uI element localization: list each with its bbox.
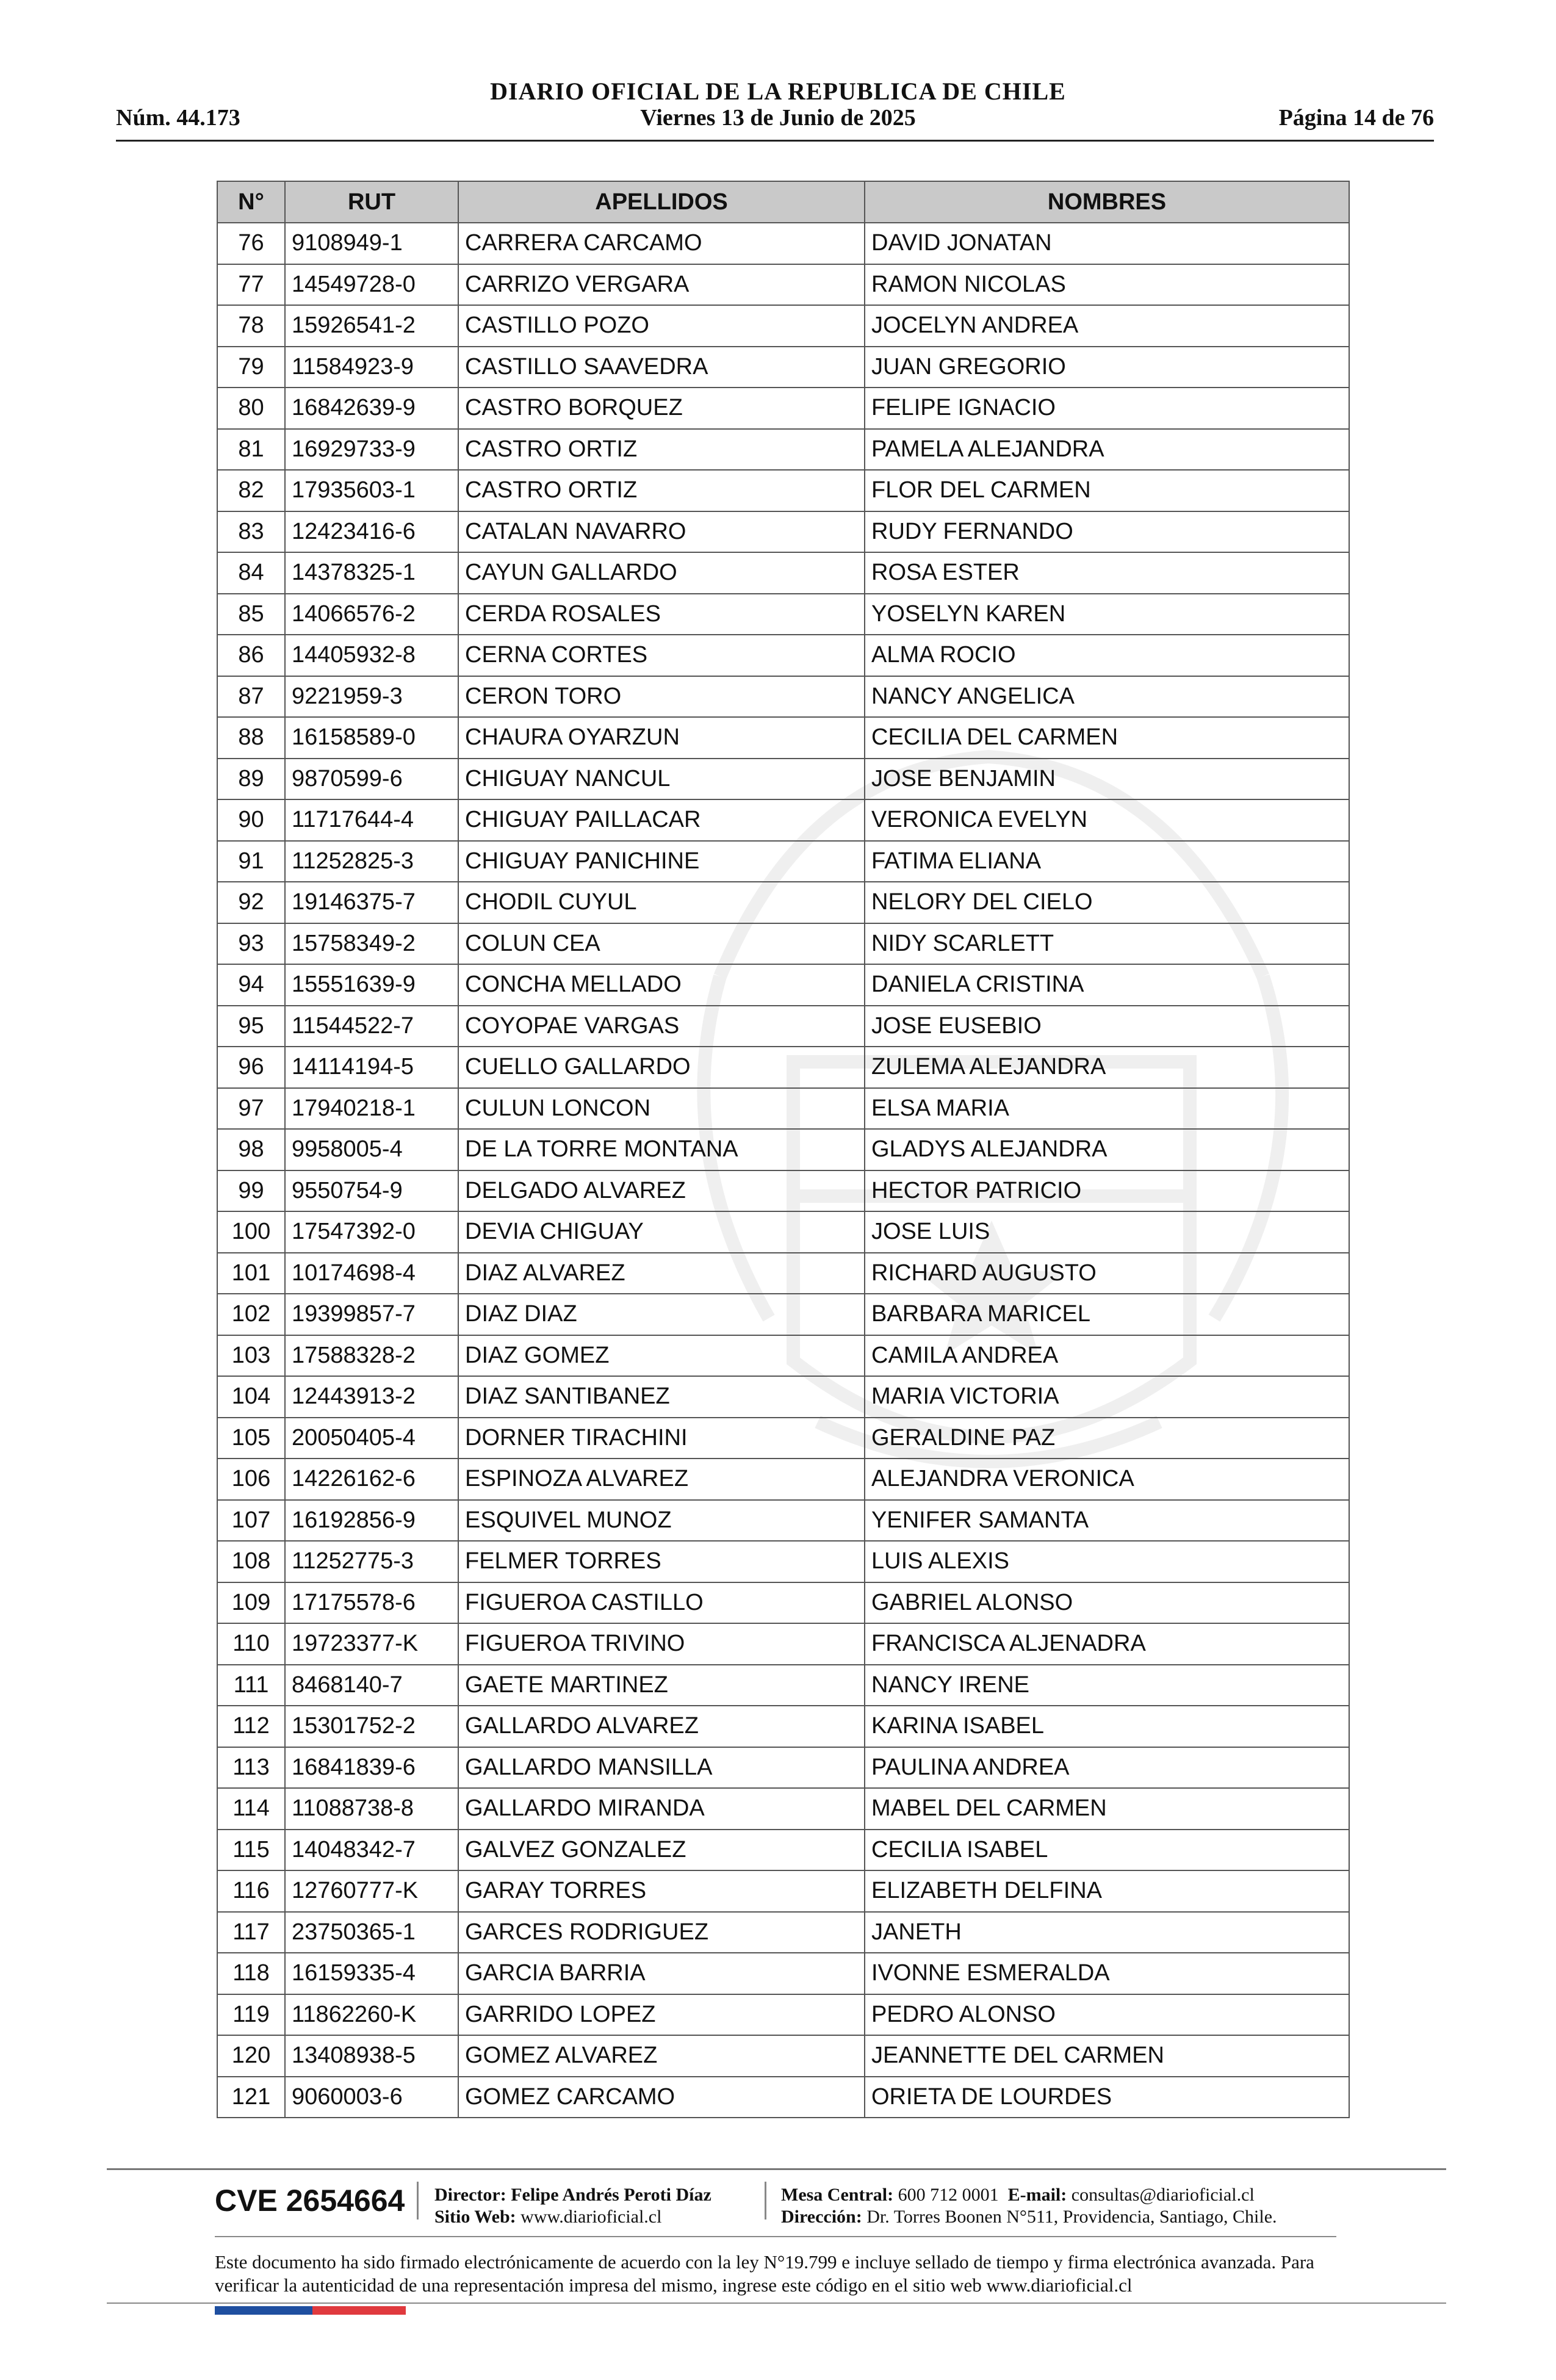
footer-divider-middle (215, 2236, 1336, 2237)
surnames-cell: CAYUN GALLARDO (458, 552, 865, 594)
rut-cell: 11584923-9 (285, 347, 458, 388)
rut-cell: 14378325-1 (285, 552, 458, 594)
row-number: 105 (217, 1418, 285, 1459)
table-row (217, 1500, 1349, 1542)
names-cell: FELIPE IGNACIO (865, 388, 1349, 429)
surnames-cell: ESQUIVEL MUNOZ (458, 1500, 865, 1542)
surnames-cell: FIGUEROA CASTILLO (458, 1582, 865, 1624)
table-row (217, 635, 1349, 676)
names-cell: YOSELYN KAREN (865, 594, 1349, 635)
table-row (217, 1830, 1349, 1871)
table-row (217, 1706, 1349, 1747)
names-cell: FATIMA ELIANA (865, 841, 1349, 882)
names-cell: FRANCISCA ALJENADRA (865, 1623, 1349, 1665)
row-number: 100 (217, 1211, 285, 1253)
row-number: 119 (217, 1994, 285, 2036)
row-number: 115 (217, 1830, 285, 1871)
names-cell: JOCELYN ANDREA (865, 305, 1349, 347)
table-row (217, 759, 1349, 800)
surnames-cell: CHODIL CUYUL (458, 882, 865, 923)
row-number: 95 (217, 1006, 285, 1047)
rut-cell: 14549728-0 (285, 264, 458, 306)
names-cell: JOSE EUSEBIO (865, 1006, 1349, 1047)
director-value: Felipe Andrés Peroti Díaz (511, 2185, 711, 2205)
table-row (217, 1665, 1349, 1706)
row-number: 112 (217, 1706, 285, 1747)
rut-cell: 13408938-5 (285, 2035, 458, 2077)
rut-cell: 14048342-7 (285, 1830, 458, 1871)
names-cell: DAVID JONATAN (865, 223, 1349, 264)
row-number: 85 (217, 594, 285, 635)
table-row (217, 799, 1349, 841)
names-cell: GABRIEL ALONSO (865, 1582, 1349, 1624)
names-cell: FLOR DEL CARMEN (865, 470, 1349, 511)
rut-cell: 17547392-0 (285, 1211, 458, 1253)
rut-cell: 15551639-9 (285, 964, 458, 1006)
phone-value: 600 712 0001 (898, 2185, 999, 2205)
table-row (217, 1582, 1349, 1624)
cve-code: CVE 2654664 (215, 2183, 405, 2218)
rut-cell: 16842639-9 (285, 388, 458, 429)
names-cell: ALEJANDRA VERONICA (865, 1459, 1349, 1500)
rut-cell: 14226162-6 (285, 1459, 458, 1500)
names-cell: CECILIA ISABEL (865, 1830, 1349, 1871)
row-number: 90 (217, 799, 285, 841)
rut-cell: 16192856-9 (285, 1500, 458, 1542)
row-number: 104 (217, 1376, 285, 1418)
rut-cell: 9060003-6 (285, 2077, 458, 2118)
table-row (217, 264, 1349, 306)
personnel-table (217, 181, 1350, 2118)
surnames-cell: CATALAN NAVARRO (458, 511, 865, 553)
director-line (434, 2185, 711, 2205)
director-label: Director: (434, 2185, 506, 2205)
row-number: 120 (217, 2035, 285, 2077)
names-cell: RICHARD AUGUSTO (865, 1253, 1349, 1294)
surnames-cell: CUELLO GALLARDO (458, 1047, 865, 1088)
row-number: 88 (217, 717, 285, 759)
table-row (217, 882, 1349, 923)
table-row (217, 964, 1349, 1006)
website-line (434, 2207, 661, 2227)
names-cell: JANETH (865, 1912, 1349, 1953)
names-cell: JUAN GREGORIO (865, 347, 1349, 388)
rut-cell: 11717644-4 (285, 799, 458, 841)
rut-cell: 15758349-2 (285, 923, 458, 965)
column-header-number: N° (217, 181, 285, 223)
email-label: E-mail: (1007, 2185, 1067, 2205)
table-row (217, 841, 1349, 882)
rut-cell: 19723377-K (285, 1623, 458, 1665)
row-number: 82 (217, 470, 285, 511)
surnames-cell: COLUN CEA (458, 923, 865, 965)
header-divider (116, 140, 1434, 142)
names-cell: PAULINA ANDREA (865, 1747, 1349, 1789)
surnames-cell: CASTRO ORTIZ (458, 470, 865, 511)
footer-divider-bottom (107, 2302, 1446, 2304)
table-row (217, 923, 1349, 965)
row-number: 118 (217, 1953, 285, 1994)
table-row (217, 676, 1349, 718)
table-row (217, 305, 1349, 347)
surnames-cell: FELMER TORRES (458, 1541, 865, 1582)
names-cell: RUDY FERNANDO (865, 511, 1349, 553)
rut-cell: 8468140-7 (285, 1665, 458, 1706)
rut-cell: 17175578-6 (285, 1582, 458, 1624)
row-number: 114 (217, 1788, 285, 1830)
names-cell: ALMA ROCIO (865, 635, 1349, 676)
rut-cell: 15301752-2 (285, 1706, 458, 1747)
surnames-cell: COYOPAE VARGAS (458, 1006, 865, 1047)
surnames-cell: CASTRO BORQUEZ (458, 388, 865, 429)
row-number: 87 (217, 676, 285, 718)
rut-cell: 19399857-7 (285, 1294, 458, 1335)
surnames-cell: CERNA CORTES (458, 635, 865, 676)
row-number: 97 (217, 1088, 285, 1130)
rut-cell: 11862260-K (285, 1994, 458, 2036)
rut-cell: 15926541-2 (285, 305, 458, 347)
row-number: 77 (217, 264, 285, 306)
surnames-cell: CASTRO ORTIZ (458, 429, 865, 471)
row-number: 83 (217, 511, 285, 553)
contact-line (781, 2185, 1255, 2205)
column-header-surnames: APELLIDOS (458, 181, 865, 223)
table-row (217, 1211, 1349, 1253)
table-body (217, 223, 1349, 2118)
row-number: 102 (217, 1294, 285, 1335)
gazette-title: DIARIO OFICIAL DE LA REPUBLICA DE CHILE (490, 78, 1066, 105)
table-row (217, 2035, 1349, 2077)
names-cell: PEDRO ALONSO (865, 1994, 1349, 2036)
surnames-cell: CULUN LONCON (458, 1088, 865, 1130)
surnames-cell: GALLARDO MANSILLA (458, 1747, 865, 1789)
surnames-cell: CERON TORO (458, 676, 865, 718)
names-cell: RAMON NICOLAS (865, 264, 1349, 306)
surnames-cell: DORNER TIRACHINI (458, 1418, 865, 1459)
names-cell: YENIFER SAMANTA (865, 1500, 1349, 1542)
table-row (217, 552, 1349, 594)
row-number: 107 (217, 1500, 285, 1542)
row-number: 94 (217, 964, 285, 1006)
surnames-cell: GOMEZ ALVAREZ (458, 2035, 865, 2077)
table-row (217, 1870, 1349, 1912)
rut-cell: 14114194-5 (285, 1047, 458, 1088)
rut-cell: 16159335-4 (285, 1953, 458, 1994)
surnames-cell: DIAZ GOMEZ (458, 1335, 865, 1377)
names-cell: NANCY IRENE (865, 1665, 1349, 1706)
surnames-cell: DE LA TORRE MONTANA (458, 1129, 865, 1170)
row-number: 92 (217, 882, 285, 923)
table-row (217, 1912, 1349, 1953)
column-header-names: NOMBRES (865, 181, 1349, 223)
surnames-cell: CARRIZO VERGARA (458, 264, 865, 306)
table-row (217, 1376, 1349, 1418)
rut-cell: 23750365-1 (285, 1912, 458, 1953)
surnames-cell: ESPINOZA ALVAREZ (458, 1459, 865, 1500)
row-number: 89 (217, 759, 285, 800)
surnames-cell: CERDA ROSALES (458, 594, 865, 635)
names-cell: MABEL DEL CARMEN (865, 1788, 1349, 1830)
names-cell: CECILIA DEL CARMEN (865, 717, 1349, 759)
names-cell: CAMILA ANDREA (865, 1335, 1349, 1377)
address-label: Dirección: (781, 2207, 862, 2227)
row-number: 110 (217, 1623, 285, 1665)
rut-cell: 9108949-1 (285, 223, 458, 264)
names-cell: HECTOR PATRICIO (865, 1170, 1349, 1212)
surnames-cell: CHAURA OYARZUN (458, 717, 865, 759)
rut-cell: 16841839-6 (285, 1747, 458, 1789)
names-cell: NIDY SCARLETT (865, 923, 1349, 965)
row-number: 101 (217, 1253, 285, 1294)
rut-cell: 17588328-2 (285, 1335, 458, 1377)
names-cell: JOSE LUIS (865, 1211, 1349, 1253)
names-cell: DANIELA CRISTINA (865, 964, 1349, 1006)
surnames-cell: DIAZ ALVAREZ (458, 1253, 865, 1294)
row-number: 113 (217, 1747, 285, 1789)
surnames-cell: GARRIDO LOPEZ (458, 1994, 865, 2036)
names-cell: ZULEMA ALEJANDRA (865, 1047, 1349, 1088)
names-cell: NANCY ANGELICA (865, 676, 1349, 718)
names-cell: KARINA ISABEL (865, 1706, 1349, 1747)
table-row (217, 1418, 1349, 1459)
table-row (217, 1459, 1349, 1500)
table-row (217, 1170, 1349, 1212)
surnames-cell: CARRERA CARCAMO (458, 223, 865, 264)
rut-cell: 11544522-7 (285, 1006, 458, 1047)
table-header-row (217, 181, 1349, 223)
table-row (217, 1335, 1349, 1377)
issue-number: Núm. 44.173 (116, 105, 240, 131)
table-row (217, 1623, 1349, 1665)
row-number: 108 (217, 1541, 285, 1582)
row-number: 109 (217, 1582, 285, 1624)
rut-cell: 9221959-3 (285, 676, 458, 718)
table-row (217, 1129, 1349, 1170)
rut-cell: 11252825-3 (285, 841, 458, 882)
row-number: 121 (217, 2077, 285, 2118)
footer-divider-top (107, 2168, 1446, 2170)
table-row (217, 347, 1349, 388)
surnames-cell: GARCES RODRIGUEZ (458, 1912, 865, 1953)
row-number: 76 (217, 223, 285, 264)
row-number: 91 (217, 841, 285, 882)
rut-cell: 9550754-9 (285, 1170, 458, 1212)
table-row (217, 1294, 1349, 1335)
surnames-cell: CASTILLO SAAVEDRA (458, 347, 865, 388)
table-row (217, 2077, 1349, 2118)
surnames-cell: FIGUEROA TRIVINO (458, 1623, 865, 1665)
rut-cell: 10174698-4 (285, 1253, 458, 1294)
names-cell: MARIA VICTORIA (865, 1376, 1349, 1418)
website-link[interactable]: www.diarioficial.cl (520, 2207, 662, 2227)
rut-cell: 20050405-4 (285, 1418, 458, 1459)
rut-cell: 9870599-6 (285, 759, 458, 800)
surnames-cell: GALLARDO MIRANDA (458, 1788, 865, 1830)
table-row (217, 429, 1349, 471)
table-row (217, 1994, 1349, 2036)
email-link[interactable]: consultas@diarioficial.cl (1071, 2185, 1255, 2205)
rut-cell: 12443913-2 (285, 1376, 458, 1418)
page-indicator: Página 14 de 76 (1278, 105, 1434, 131)
row-number: 79 (217, 347, 285, 388)
rut-cell: 17940218-1 (285, 1088, 458, 1130)
names-cell: LUIS ALEXIS (865, 1541, 1349, 1582)
row-number: 106 (217, 1459, 285, 1500)
row-number: 78 (217, 305, 285, 347)
surnames-cell: CHIGUAY PANICHINE (458, 841, 865, 882)
row-number: 84 (217, 552, 285, 594)
table-row (217, 1253, 1349, 1294)
names-cell: BARBARA MARICEL (865, 1294, 1349, 1335)
table-row (217, 1953, 1349, 1994)
table-row (217, 223, 1349, 264)
flag-stripe-red (312, 2306, 406, 2315)
surnames-cell: GARAY TORRES (458, 1870, 865, 1912)
surnames-cell: CHIGUAY NANCUL (458, 759, 865, 800)
surnames-cell: GOMEZ CARCAMO (458, 2077, 865, 2118)
names-cell: ORIETA DE LOURDES (865, 2077, 1349, 2118)
surnames-cell: DEVIA CHIGUAY (458, 1211, 865, 1253)
rut-cell: 14405932-8 (285, 635, 458, 676)
address-line (781, 2207, 1277, 2227)
names-cell: PAMELA ALEJANDRA (865, 429, 1349, 471)
column-header-rut: RUT (285, 181, 458, 223)
surnames-cell: CONCHA MELLADO (458, 964, 865, 1006)
row-number: 93 (217, 923, 285, 965)
surnames-cell: CASTILLO POZO (458, 305, 865, 347)
row-number: 103 (217, 1335, 285, 1377)
issue-date: Viernes 13 de Junio de 2025 (640, 105, 916, 131)
names-cell: GLADYS ALEJANDRA (865, 1129, 1349, 1170)
row-number: 99 (217, 1170, 285, 1212)
surnames-cell: DIAZ SANTIBANEZ (458, 1376, 865, 1418)
table-row (217, 1747, 1349, 1789)
table-row (217, 1047, 1349, 1088)
names-cell: ELSA MARIA (865, 1088, 1349, 1130)
surnames-cell: GALLARDO ALVAREZ (458, 1706, 865, 1747)
table-row (217, 717, 1349, 759)
address-value: Dr. Torres Boonen N°511, Providencia, Santiago, Chile. (866, 2207, 1277, 2227)
table-row (217, 388, 1349, 429)
table-row (217, 1006, 1349, 1047)
names-cell: NELORY DEL CIELO (865, 882, 1349, 923)
table-row (217, 594, 1349, 635)
phone-label: Mesa Central: (781, 2185, 894, 2205)
legal-notice: Este documento ha sido firmado electrónicamente de acuerdo con la ley N°19.799 e incluye sellado de tiempo y firma electrónica avanzada. Para verificar la autenticidad de una representación impresa del mismo, ingrese este código en el sitio web www.diarioficial.cl (215, 2251, 1314, 2296)
row-number: 117 (217, 1912, 285, 1953)
rut-cell: 14066576-2 (285, 594, 458, 635)
names-cell: VERONICA EVELYN (865, 799, 1349, 841)
table-row (217, 511, 1349, 553)
surnames-cell: CHIGUAY PAILLACAR (458, 799, 865, 841)
rut-cell: 9958005-4 (285, 1129, 458, 1170)
rut-cell: 16929733-9 (285, 429, 458, 471)
flag-stripe-blue (215, 2306, 312, 2315)
row-number: 80 (217, 388, 285, 429)
names-cell: ROSA ESTER (865, 552, 1349, 594)
rut-cell: 12760777-K (285, 1870, 458, 1912)
surnames-cell: GAETE MARTINEZ (458, 1665, 865, 1706)
rut-cell: 11252775-3 (285, 1541, 458, 1582)
table-row (217, 1088, 1349, 1130)
table-row (217, 1541, 1349, 1582)
row-number: 86 (217, 635, 285, 676)
row-number: 111 (217, 1665, 285, 1706)
table-row (217, 470, 1349, 511)
rut-cell: 17935603-1 (285, 470, 458, 511)
rut-cell: 11088738-8 (285, 1788, 458, 1830)
footer-separator (765, 2182, 766, 2220)
surnames-cell: GARCIA BARRIA (458, 1953, 865, 1994)
rut-cell: 16158589-0 (285, 717, 458, 759)
table-row (217, 1788, 1349, 1830)
row-number: 116 (217, 1870, 285, 1912)
surnames-cell: DELGADO ALVAREZ (458, 1170, 865, 1212)
rut-cell: 12423416-6 (285, 511, 458, 553)
names-cell: IVONNE ESMERALDA (865, 1953, 1349, 1994)
row-number: 96 (217, 1047, 285, 1088)
surnames-cell: GALVEZ GONZALEZ (458, 1830, 865, 1871)
names-cell: JEANNETTE DEL CARMEN (865, 2035, 1349, 2077)
names-cell: GERALDINE PAZ (865, 1418, 1349, 1459)
row-number: 81 (217, 429, 285, 471)
surnames-cell: DIAZ DIAZ (458, 1294, 865, 1335)
row-number: 98 (217, 1129, 285, 1170)
website-label: Sitio Web: (434, 2207, 516, 2227)
names-cell: JOSE BENJAMIN (865, 759, 1349, 800)
names-cell: ELIZABETH DELFINA (865, 1870, 1349, 1912)
rut-cell: 19146375-7 (285, 882, 458, 923)
footer-separator (417, 2182, 419, 2220)
